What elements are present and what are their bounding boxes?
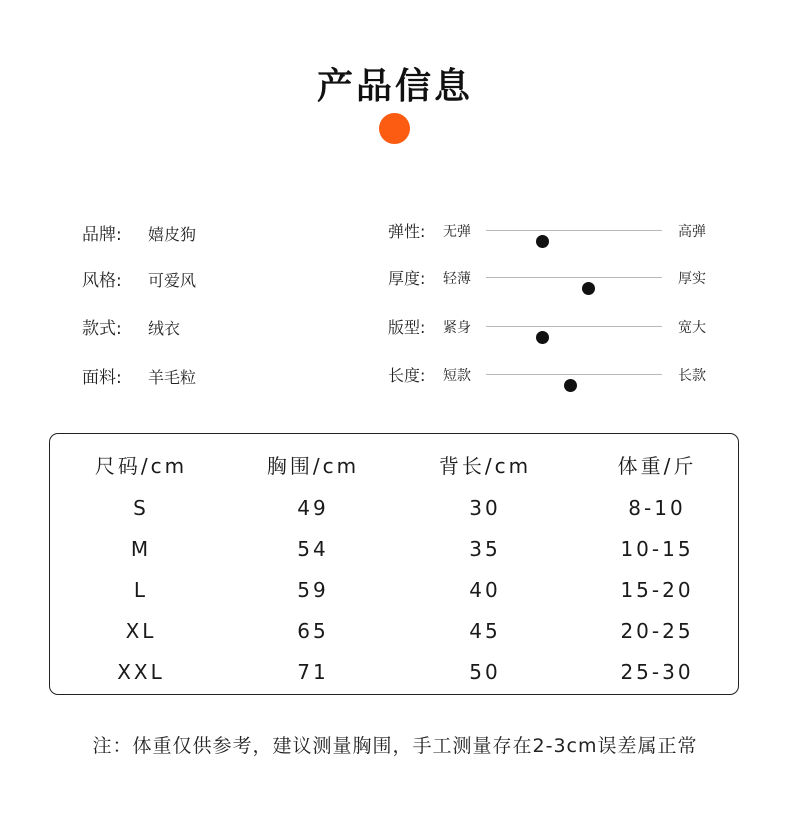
table-cell: 30 [469,496,501,520]
attribute-level-marker [582,282,595,295]
attribute-label: 弹性: [388,222,426,241]
table-cell: L [133,578,149,602]
attribute-low-label: 紧身 [443,320,471,336]
table-cell: 50 [469,660,501,684]
table-header: 体重/斤 [617,454,697,478]
attribute-high-label: 厚实 [678,271,706,287]
attribute-scale-line [486,277,662,278]
attribute-label: 长度: [388,366,426,385]
table-cell: 8-10 [628,496,686,520]
attribute-scale-line [486,326,662,327]
info-row-type [82,314,180,342]
attribute-level-marker [564,379,577,392]
attribute-scale-line [486,230,662,231]
table-header: 尺码/cm [94,454,188,478]
table-cell: 49 [297,496,329,520]
attribute-fit [388,315,718,343]
table-cell: 71 [297,660,329,684]
info-value: 嬉皮狗 [148,225,197,244]
attribute-high-label: 长款 [678,368,706,384]
attribute-label: 版型: [388,318,426,337]
size-table [49,433,739,695]
attribute-scale-line [486,374,662,375]
table-cell: 20-25 [620,619,694,643]
info-label: 风格: [82,271,122,291]
info-row-fabric [82,363,196,391]
attribute-high-label: 宽大 [678,320,706,336]
table-cell: 15-20 [620,578,694,602]
table-cell: 10-15 [620,537,694,561]
table-cell: 59 [297,578,329,602]
back-length-column [399,434,571,693]
size-column [55,434,227,693]
table-cell: XXL [117,660,165,684]
table-cell: 35 [469,537,501,561]
info-value: 羊毛粒 [148,368,197,387]
info-label: 款式: [82,319,122,339]
info-value: 绒衣 [148,319,181,338]
accent-dot [379,113,410,144]
attribute-length [388,363,718,391]
table-cell: M [130,537,152,561]
attribute-thickness [388,266,718,294]
table-cell: 45 [469,619,501,643]
table-cell: 65 [297,619,329,643]
attribute-low-label: 短款 [443,368,471,384]
chest-column [227,434,399,693]
attribute-low-label: 轻薄 [443,271,471,287]
table-cell: XL [125,619,157,643]
info-label: 品牌: [82,225,122,245]
table-header: 胸围/cm [266,454,360,478]
table-cell: S [133,496,149,520]
table-cell: 54 [297,537,329,561]
attribute-label: 厚度: [388,269,426,288]
measurement-note: 注：体重仅供参考，建议测量胸围，手工测量存在2-3cm误差属正常 [92,735,698,757]
attribute-level-marker [536,235,549,248]
info-label: 面料: [82,368,122,388]
table-cell: 25-30 [620,660,694,684]
attribute-low-label: 无弹 [443,224,471,240]
attribute-elasticity [388,219,718,247]
info-row-brand [82,220,196,248]
page-title: 产品信息 [316,66,473,107]
table-header: 背长/cm [438,454,532,478]
attribute-high-label: 高弹 [678,224,706,240]
info-value: 可爱风 [148,271,197,290]
table-cell: 40 [469,578,501,602]
info-row-style [82,266,196,294]
weight-column [571,434,743,693]
attribute-level-marker [536,331,549,344]
